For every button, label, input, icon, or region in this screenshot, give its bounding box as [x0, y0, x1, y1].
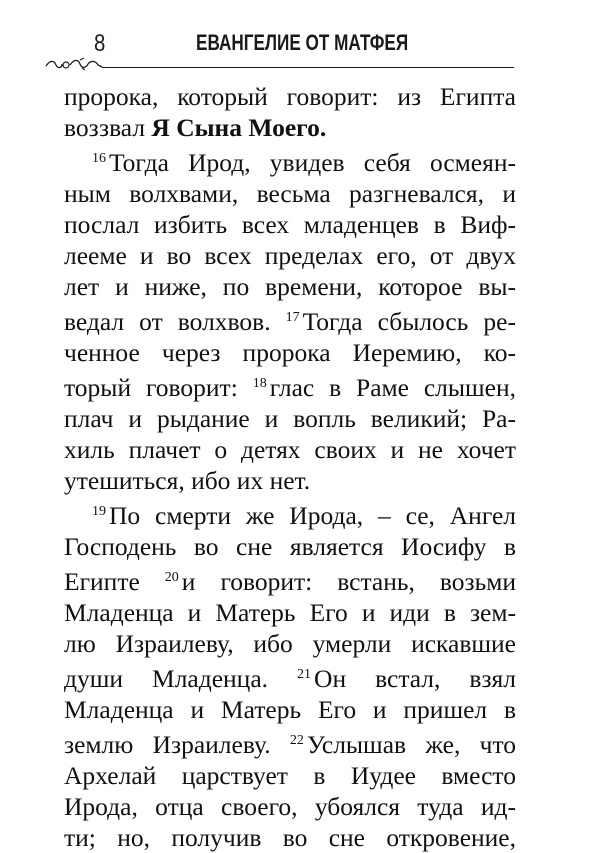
text-line: послал избить всех младенцев в Виф- [64, 210, 516, 239]
text-line: Египте $^{20}$ и говорит: встань, возьми [64, 567, 516, 596]
text-line: ти; но, получив во сне откровение, [64, 823, 516, 852]
verse-number: 20 [164, 570, 179, 585]
text-line: Младенца и Матерь Его и иди в зем- [64, 598, 516, 627]
text-line: Господень во сне является Иосифу в [64, 532, 516, 561]
text-line: ченное через пророка Иеремию, ко- [64, 338, 516, 367]
running-title: ЕВАНГЕЛИЕ ОТ МАТФЕЯ [196, 30, 409, 55]
verse-number: 17 [285, 310, 300, 325]
text-line: землю Израилеву. $^{22}$ Услышав же, что [64, 730, 516, 759]
text-line: лю Израилеву, ибо умерли искавшие [64, 629, 516, 658]
text-line: пророка, который говорит: из Египта [64, 82, 516, 111]
verse-number: 19 [92, 504, 106, 519]
text-line: плач и рыдание и вопль великий; Ра- [64, 404, 516, 433]
verse-number: 22 [289, 733, 304, 748]
scripture-text [64, 81, 516, 853]
header-rule [102, 67, 514, 68]
text-line: воззвал Я Сына Моего. [64, 113, 327, 142]
page-header [64, 30, 514, 74]
text-line: Архелай царствует в Иудее вместо [64, 761, 516, 790]
text-line: хиль плачет о детях своих и не хочет [64, 435, 516, 464]
text-line: лееме и во всех пределах его, от двух [64, 241, 516, 270]
text-line: $^{19}$ По смерти же Ирода, – се, Ангел [92, 501, 516, 530]
text-line: утешиться, ибо их нет. [64, 466, 311, 495]
text-line: ведал от волхвов. $^{17}$ Тогда сбылось ре- [64, 307, 516, 336]
verse-number: 18 [252, 376, 267, 391]
text-line: лет и ниже, по времени, которое вы- [64, 272, 516, 301]
text-line: торый говорит: $^{18}$ глас в Раме слышен, [64, 373, 517, 402]
text-line: Ирода, отца своего, убоялся туда ид- [64, 792, 516, 821]
text-line: души Младенца. $^{21}$ Он встал, взял [64, 664, 516, 693]
page-number: 8 [94, 30, 106, 57]
text-line: ным волхвами, весьма разгневался, и [64, 179, 516, 208]
divine-words: Я Сына Моего. [151, 113, 327, 142]
text-line: $^{16}$ Тогда Ирод, увидев себя осмеян- [92, 148, 516, 177]
verse-number: 21 [297, 667, 312, 682]
text-line: Младенца и Матерь Его и пришел в [64, 695, 516, 724]
ornament-icon [44, 56, 104, 72]
verse-number: 16 [92, 151, 106, 166]
